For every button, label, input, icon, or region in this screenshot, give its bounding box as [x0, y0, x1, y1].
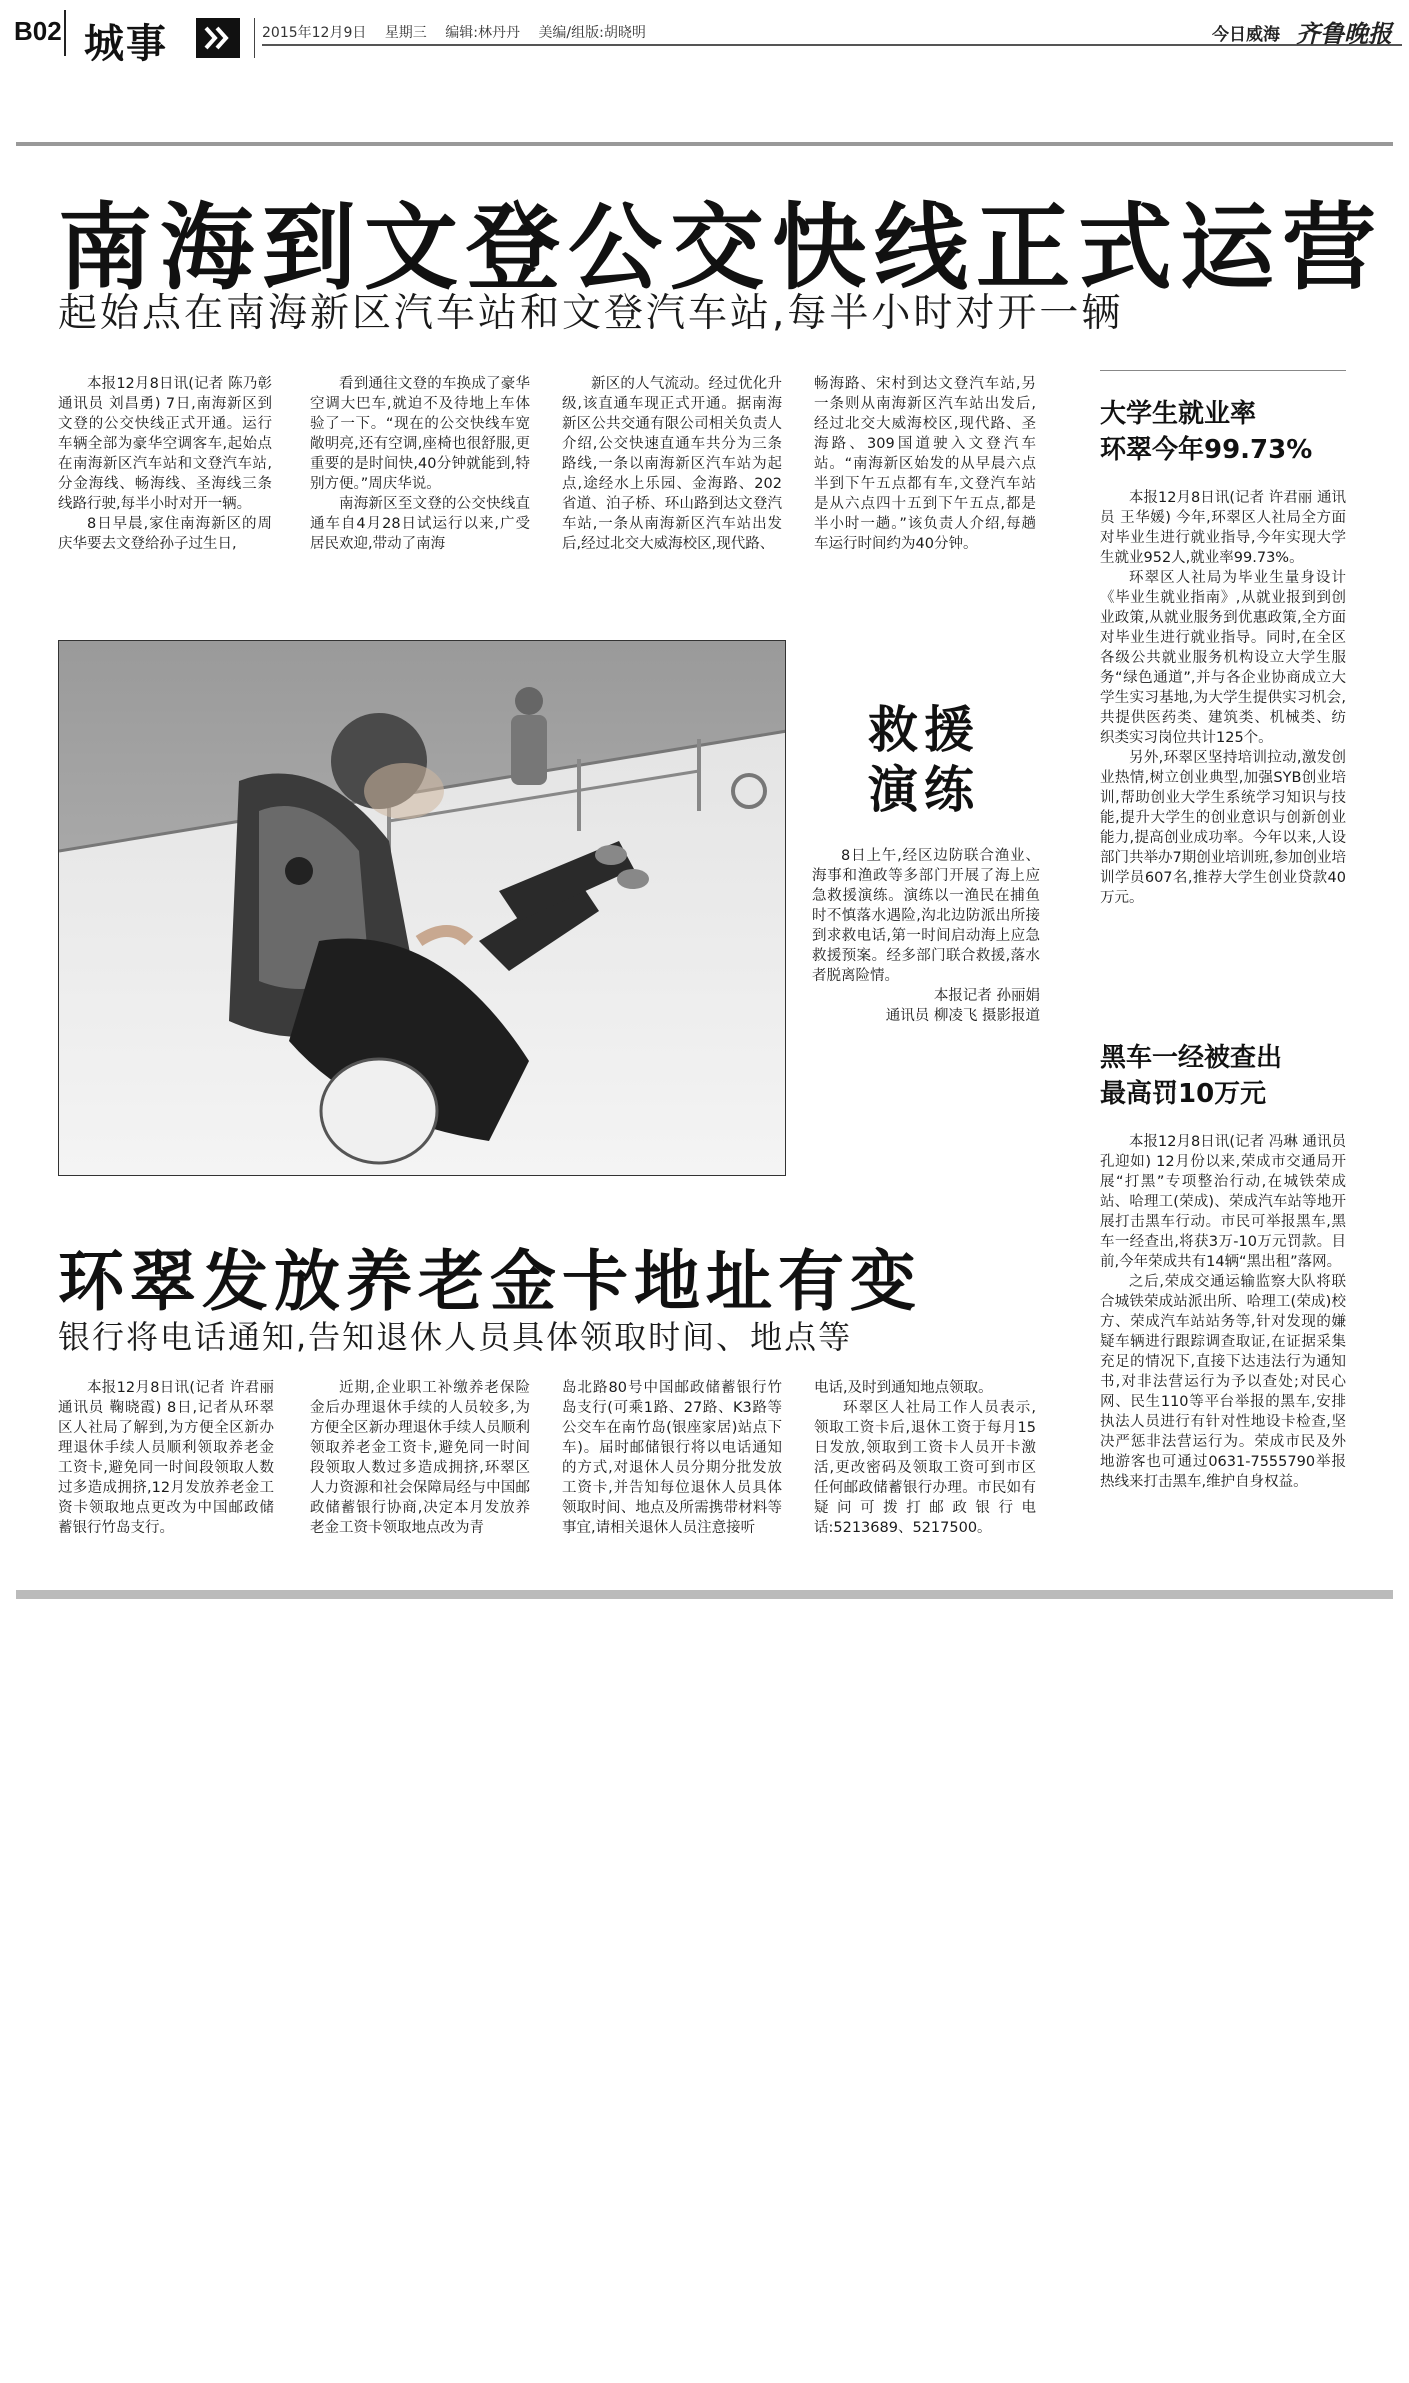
- photo-credit-1: 本报记者 孙丽娟: [933, 988, 1040, 1004]
- lead-column-1: [58, 374, 272, 554]
- rescue-drill-photo: [58, 640, 786, 1176]
- lead-col1-para2: 8日早晨,家住南海新区的周庆华要去文登给孙子过生日,: [58, 516, 272, 552]
- second-column-2: [310, 1378, 530, 1538]
- sidebar-story2-body: [1100, 1132, 1346, 1492]
- paper-logo: 齐鲁晚报: [1296, 19, 1392, 48]
- bottom-rule: [16, 1590, 1393, 1599]
- second-col2-para1: 近期,企业职工补缴养老保险金后办理退休手续的人员较多,为方便全区新办理退休手续人员顺利领取养老金工资卡,避免同一时间段领取人数过多造成拥挤,环翠区人力资源和社会保障局经与中国邮政储蓄银行协商,决定本月发放养老金工资卡领取地点改为青: [310, 1380, 530, 1536]
- sidebar-story2-headline-line2: 最高罚10万元: [1100, 1079, 1267, 1109]
- photo-title-line-2: 演练: [868, 761, 980, 819]
- sidebar-story2-headline-line1: 黑车一经被查出: [1100, 1043, 1283, 1073]
- second-subheadline: 银行将电话通知,告知退休人员具体领取时间、地点等: [58, 1318, 853, 1356]
- editor-credit: 编辑:林丹丹: [445, 25, 520, 41]
- lead-col2-para1: 看到通往文登的车换成了豪华空调大巴车,就迫不及待地上车体验了一下。“现在的公交快线车宽敞明亮,还有空调,座椅也很舒服,更重要的是时间快,40分钟就能到,特别方便。”周庆华说。: [310, 376, 530, 492]
- second-headline: 环翠发放养老金卡地址有变: [58, 1243, 922, 1320]
- sidebar-story1-headline-line2: 环翠今年99.73%: [1100, 435, 1313, 465]
- sidebar-story2-headline: [1100, 1040, 1282, 1112]
- header-divider: [64, 10, 66, 56]
- second-column-3: [562, 1378, 782, 1538]
- issue-date: 2015年12月9日: [262, 25, 367, 41]
- photo-credit-2: 通讯员 柳凌飞 摄影报道: [885, 1008, 1040, 1024]
- page-number: B02: [14, 16, 62, 46]
- designer-credit: 美编/组版:胡晓明: [538, 25, 646, 41]
- second-col3-para1: 岛北路80号中国邮政储蓄银行竹岛支行(可乘1路、27路、K3路等公交车在南竹岛(银座家居)站点下车)。届时邮储银行将以电话通知的方式,对退休人员分期分批发放工资卡,并告知每位退休人员具体领取时间、地点及所需携带材料等事宜,请相关退休人员注意接听: [562, 1380, 782, 1536]
- lead-col1-para1: 本报12月8日讯(记者 陈乃彰 通讯员 刘昌勇) 7日,南海新区到文登的公交快线正式开通。运行车辆全部为豪华空调客车,起始点在南海新区汽车站和文登汽车站,分金海线、畅海线、圣海线三条线路行驶,每半小时对开一辆。: [58, 376, 272, 512]
- sidebar-story2-para2: 之后,荣成交通运输监察大队将联合城铁荣成站派出所、哈理工(荣成)校方、荣成汽车站站务等,针对发现的嫌疑车辆进行跟踪调查取证,在证据采集充足的情况下,直接下达违法行为通知书,对非法营运行为予以查处;对民心网、民生110等平台举报的黑车,安排执法人员进行有针对性地设卡检查,坚决严惩非法营运行为。荣成市民及外地游客也可通过0631-7555790举报热线来打击黑车,维护自身权益。: [1100, 1274, 1346, 1490]
- lead-col4-para1: 畅海路、宋村到达文登汽车站,另一条则从南海新区汽车站出发后,经过北交大威海校区,现代路、圣海路、309国道驶入文登汽车站。“南海新区始发的从早晨六点半到下午五点都有车,文登汽车站是从六点四十五到下午五点,都是半小时一趟。”该负责人介绍,每趟车运行时间约为40分钟。: [814, 376, 1036, 552]
- second-col1-para1: 本报12月8日讯(记者 许君丽 通讯员 鞠晓霞) 8日,记者从环翠区人社局了解到,为方便全区新办理退休手续人员顺利领取养老金工资卡,避免同一时间段领取人数过多造成拥挤,12月发放养老金工资卡领取地点更改为中国邮政储蓄银行竹岛支行。: [58, 1380, 274, 1536]
- sidebar-rule: [1100, 370, 1346, 371]
- header-divider-2: [254, 18, 255, 58]
- sidebar-story1-para1: 本报12月8日讯(记者 许君丽 通讯员 王华媛) 今年,环翠区人社局全方面对毕业生进行就业指导,今年实现大学生就业952人,就业率99.73%。: [1100, 490, 1346, 566]
- lead-column-3: [562, 374, 782, 554]
- photo-title-line-1: 救援: [868, 701, 980, 759]
- issue-weekday: 星期三: [384, 25, 427, 41]
- sidebar-story1-body: [1100, 488, 1346, 908]
- sidebar-story1-headline: [1100, 396, 1312, 468]
- sidebar-story1-headline-line1: 大学生就业率: [1100, 399, 1257, 429]
- photo-caption: 8日上午,经区边防联合渔业、海事和渔政等多部门开展了海上应急救援演练。演练以一渔民在捕鱼时不慎落水遇险,沟北边防派出所接到求救电话,第一时间启动海上应急救援预案。经多部门联合救援,落水者脱离险情。: [812, 848, 1040, 984]
- lead-column-2: [310, 374, 530, 554]
- second-col4-para1: 电话,及时到通知地点领取。: [814, 1380, 993, 1396]
- second-col4-para2: 环翠区人社局工作人员表示,领取工资卡后,退休工资于每月15日发放,领取到工资卡人员开卡激活,更改密码及领取工资可到市区任何邮政储蓄银行办理。市民如有疑问可拨打邮政银行电话:5213689、5217500。: [814, 1400, 1036, 1536]
- photo-caption-block: [812, 846, 1040, 1026]
- lead-subheadline: 起始点在南海新区汽车站和文登汽车站,每半小时对开一辆: [58, 291, 1124, 336]
- sidebar-story1-para3: 另外,环翠区坚持培训拉动,激发创业热情,树立创业典型,加强SYB创业培训,帮助创业大学生系统学习知识与技能,提升大学生的创业意识与创新创业能力,提高创业成功率。今年以来,人设部门共举办7期创业培训班,参加创业培训学员607名,推荐大学生创业贷款40万元。: [1100, 750, 1346, 906]
- sidebar-story1-para2: 环翠区人社局为毕业生量身设计《毕业生就业指南》,从就业报到到创业政策,从就业服务到优惠政策,全方面对毕业生进行就业指导。同时,在全区各级公共就业服务机构设立大学生服务“绿色通道”,并与各企业协商成立大学生实习基地,为大学生提供实习机会,共提供医药类、建筑类、机械类、纺织类实习岗位共计125个。: [1100, 570, 1346, 746]
- second-column-4: [814, 1378, 1036, 1538]
- sidebar-story2-para1: 本报12月8日讯(记者 冯琳 通讯员 孔迎如) 12月份以来,荣成市交通局开展“打黑”专项整治行动,在城铁荣成站、哈理工(荣成)、荣成汽车站等地开展打击黑车行动。市民可举报黑车,黑车一经查出,将获3万-10万元罚款。目前,今年荣成共有14辆“黑出租”落网。: [1100, 1134, 1346, 1270]
- photo-title: [868, 700, 1018, 820]
- column-name: 今日威海: [1212, 25, 1280, 45]
- lead-column-4: [814, 374, 1036, 554]
- lead-col3-para1: 新区的人气流动。经过优化升级,该直通车现正式开通。据南海新区公共交通有限公司相关负责人介绍,公交快速直通车共分为三条路线,一条以南海新区汽车站为起点,途经水上乐园、金海路、202省道、泊子桥、环山路到达文登汽车站,一条从南海新区汽车站出发后,经过北交大威海校区,现代路、: [562, 376, 782, 552]
- section-title: 城事: [84, 21, 168, 67]
- lead-col2-para2: 南海新区至文登的公交快线直通车自4月28日试运行以来,广受居民欢迎,带动了南海: [310, 496, 530, 552]
- double-chevron-icon: [196, 18, 240, 58]
- header-meta: [262, 22, 660, 42]
- lead-headline: 南海到文登公交快线正式运营: [58, 194, 1385, 303]
- top-rule: [16, 142, 1393, 146]
- second-column-1: [58, 1378, 274, 1538]
